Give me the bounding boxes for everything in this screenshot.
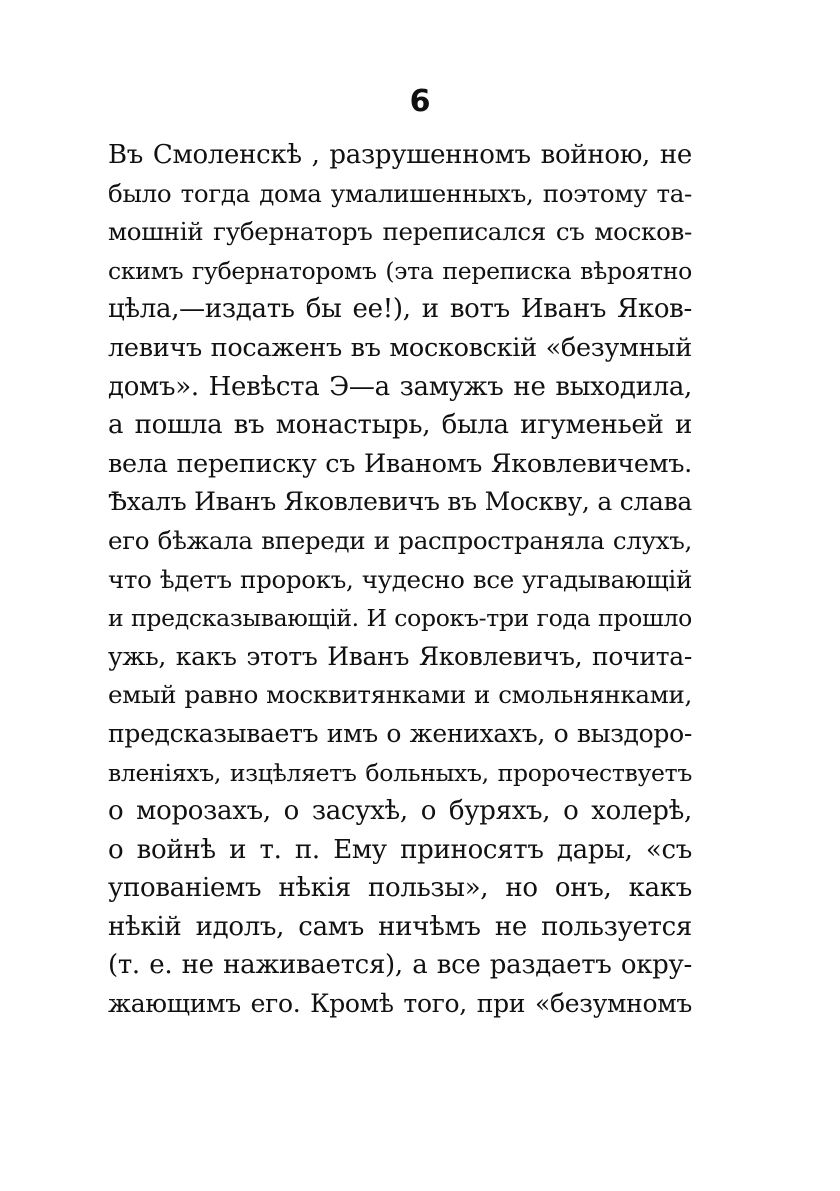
text-line: было тогда дома умалишенныхъ, поэтому та-	[108, 178, 692, 208]
text-line: домъ». Невѣста Э—а замужъ не выходила,	[108, 371, 692, 402]
text-line: мошній губернаторъ переписался съ москов-	[108, 217, 692, 247]
text-line: левичъ посаженъ въ московскій «безумный	[108, 332, 692, 363]
text-line: а пошла въ монастырь, была игуменьей и	[108, 410, 692, 441]
text-line: вленіяхъ, изцѣляетъ больныхъ, пророчествуетъ	[108, 758, 692, 787]
text-line: жающимъ его. Кромѣ того, при «безумномъ	[108, 989, 692, 1019]
body-text	[108, 136, 692, 1024]
text-line: о войнѣ и т. п. Ему приносятъ дары, «съ	[108, 834, 692, 865]
text-line: о морозахъ, о засухѣ, о буряхъ, о холерѣ,	[108, 796, 692, 827]
text-line: нѣкій идолъ, самъ ничѣмъ не пользуется	[108, 911, 692, 942]
text-line: (т. е. не наживается), а все раздаетъ окру-	[108, 950, 692, 981]
text-line: емый равно москвитянками и смольнянками,	[108, 680, 692, 710]
text-line: его бѣжала впереди и распространяла слухъ,	[108, 525, 692, 555]
text-line: Въ Смоленскѣ , разрушенномъ войною, не	[108, 140, 692, 170]
text-line: упованіемъ нѣкія пользы», но онъ, какъ	[108, 873, 692, 904]
text-line: вела переписку съ Иваномъ Яковлевичемъ.	[108, 448, 692, 479]
text-line: скимъ губернаторомъ (эта переписка вѣроятно	[108, 256, 692, 285]
text-line: и предсказывающій. И сорокъ-три года прошло	[108, 604, 692, 633]
text-line: цѣла,—издать бы ее!), и вотъ Иванъ Яков-	[108, 294, 692, 325]
text-line: Ѣхалъ Иванъ Яковлевичъ въ Москву, а слава	[108, 487, 692, 517]
page-number: 6	[409, 84, 431, 119]
text-line: что ѣдетъ пророкъ, чудесно все угадывающій	[108, 564, 692, 594]
text-line: предсказываетъ имъ о женихахъ, о выздоро-	[108, 718, 692, 748]
text-line: ужь, какъ этотъ Иванъ Яковлевичъ, почита-	[108, 641, 692, 671]
